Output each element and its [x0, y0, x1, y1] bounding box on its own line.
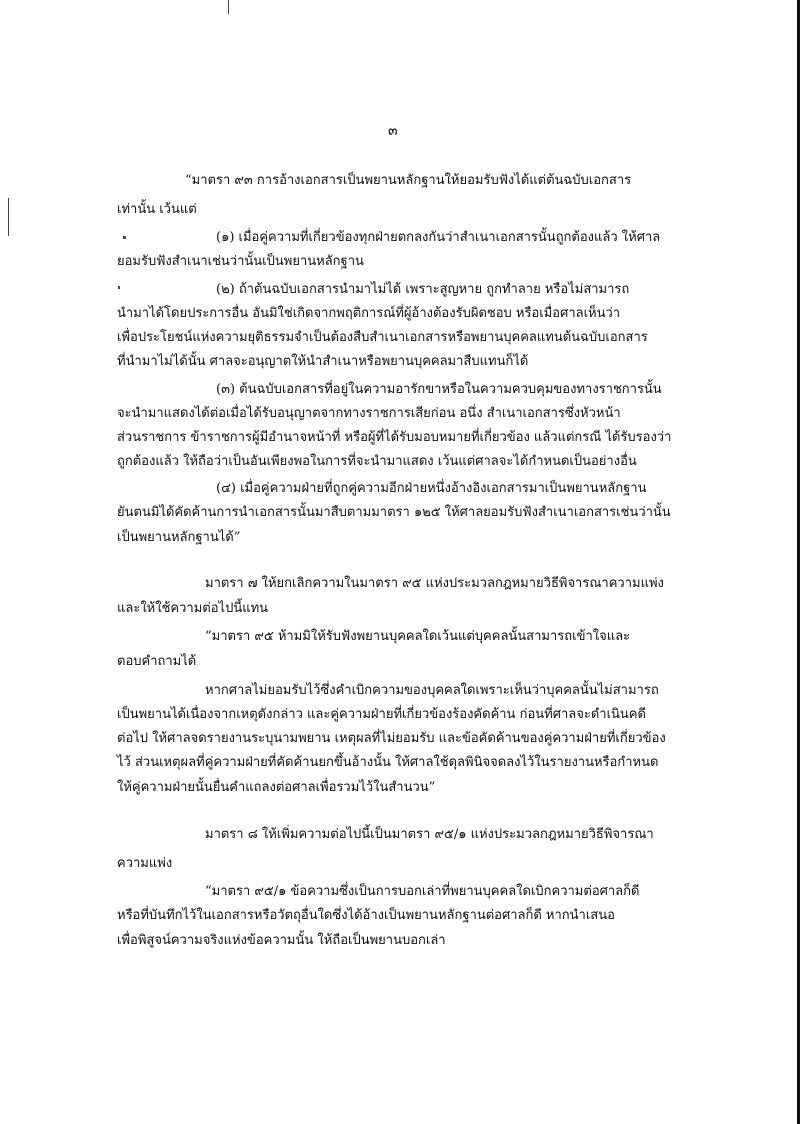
text-line: เพื่อพิสูจน์ความจริงแห่งข้อความนั้น ให้ถือเป็นพยานบอกเล่า: [117, 933, 446, 948]
text-line: (๓) ต้นฉบับเอกสารที่อยู่ในความอารักขาหรือในความควบคุมของทางราชการนั้น: [216, 382, 662, 397]
scan-mark: [228, 0, 229, 14]
text-line: “มาตรา ๙๓ การอ้างเอกสารเป็นพยานหลักฐานให้ยอมรับฟังได้แต่ต้นฉบับเอกสาร: [185, 173, 632, 188]
text-line: ถูกต้องแล้ว ให้ถือว่าเป็นอันเพียงพอในการที่จะนำมาแสดง เว้นแต่ศาลจะได้กำหนดเป็นอย่างอื่น: [117, 454, 637, 469]
text-line: หากศาลไม่ยอมรับไว้ซึ่งคำเบิกความของบุคคลใดเพราะเห็นว่าบุคคลนั้นไม่สามารถ: [205, 683, 659, 698]
text-line: ยันตนมิได้คัดค้านการนำเอกสารนั้นมาสืบตามมาตรา ๑๒๕ ให้ศาลยอมรับฟังสำเนาเอกสารเช่นว่านั้น: [117, 505, 671, 520]
text-line: ส่วนราชการ ข้าราชการผู้มีอำนาจหน้าที่ หรือผู้ที่ได้รับมอบหมายที่เกี่ยวข้อง แล้วแต่กรณี ได้รับรองว่า: [117, 430, 672, 445]
text-line: เป็นพยานได้เนื่องจากเหตุดังกล่าว และคู่ความฝ่ายที่เกี่ยวข้องร้องคัดค้าน ก่อนที่ศาลจะดำเนินคดี: [117, 707, 646, 722]
page-number: ๓: [388, 123, 398, 139]
text-line: เป็นพยานหลักฐานได้”: [117, 530, 241, 545]
text-line: (๑) เมื่อคู่ความที่เกี่ยวข้องทุกฝ่ายตกลงกันว่าสำเนาเอกสารนั้นถูกต้องแล้ว ให้ศาล: [216, 230, 661, 245]
text-line: หรือที่บันทึกไว้ในเอกสารหรือวัตถุอื่นใดซึ่งได้อ้างเป็นพยานหลักฐานต่อศาลก็ดี หากนำเสนอ: [117, 908, 615, 923]
scan-mark: [123, 236, 126, 239]
text-line: ให้คู่ความฝ่ายนั้นยื่นคำแถลงต่อศาลเพื่อรวมไว้ในสำนวน”: [117, 780, 436, 795]
text-line: ตอบคำถามได้: [117, 654, 197, 669]
text-line: (๒) ถ้าต้นฉบับเอกสารนำมาไม่ได้ เพราะสูญหาย ถูกทำลาย หรือไม่สามารถ: [216, 282, 630, 297]
text-line: ต่อไป ให้ศาลจดรายงานระบุนามพยาน เหตุผลที่ไม่ยอมรับ และข้อคัดค้านของคู่ความฝ่ายที่เกี่ยวข้อง: [117, 731, 666, 746]
text-line: (๔) เมื่อคู่ความฝ่ายที่ถูกคู่ความอีกฝ่ายหนึ่งอ้างอิงเอกสารมาเป็นพยานหลักฐาน: [216, 481, 647, 496]
scan-mark: [118, 286, 120, 289]
text-line: ที่นำมาไม่ได้นั้น ศาลจะอนุญาตให้นำสำเนาหรือพยานบุคคลมาสืบแทนก็ได้: [117, 354, 529, 369]
text-line: “มาตรา ๙๕/๑ ข้อความซึ่งเป็นการบอกเล่าที่พยานบุคคลใดเบิกความต่อศาลก็ดี: [205, 884, 640, 899]
text-line: มาตรา ๗ ให้ยกเลิกความในมาตรา ๙๕ แห่งประมวลกฎหมายวิธีพิจารณาความแพ่ง: [205, 576, 664, 591]
text-line: เท่านั้น เว้นแต่: [117, 202, 197, 217]
text-line: และให้ใช้ความต่อไปนี้แทน: [117, 601, 269, 616]
text-line: “มาตรา ๙๕ ห้ามมิให้รับฟังพยานบุคคลใดเว้นแต่บุคคลนั้นสามารถเข้าใจและ: [205, 629, 631, 644]
text-line: เพื่อประโยชน์แห่งความยุติธรรมจำเป็นต้องสืบสำเนาเอกสารหรือพยานบุคคลแทนต้นฉบับเอกสาร: [117, 330, 648, 345]
text-line: จะนำมาแสดงได้ต่อเมื่อได้รับอนุญาตจากทางราชการเสียก่อน อนึ่ง สำเนาเอกสารซึ่งหัวหน้า: [117, 406, 621, 421]
text-line: มาตรา ๘ ให้เพิ่มความต่อไปนี้เป็นมาตรา ๙๕/๑ แห่งประมวลกฎหมายวิธีพิจารณา: [205, 827, 654, 842]
text-line: ยอมรับฟังสำเนาเช่นว่านั้นเป็นพยานหลักฐาน: [117, 254, 364, 269]
text-line: นำมาได้โดยประการอื่น อันมิใช่เกิดจากพฤติการณ์ที่ผู้อ้างต้องรับผิดชอบ หรือเมื่อศาลเห็นว่า: [117, 306, 621, 321]
text-line: ความแพ่ง: [117, 856, 173, 871]
text-line: ไว้ ส่วนเหตุผลที่คู่ความฝ่ายที่คัดค้านยกขึ้นอ้างนั้น ให้ศาลใช้ดุลพินิจจดลงไว้ในรายงานหรือกำหนด: [117, 755, 659, 770]
scan-mark: [8, 198, 9, 236]
